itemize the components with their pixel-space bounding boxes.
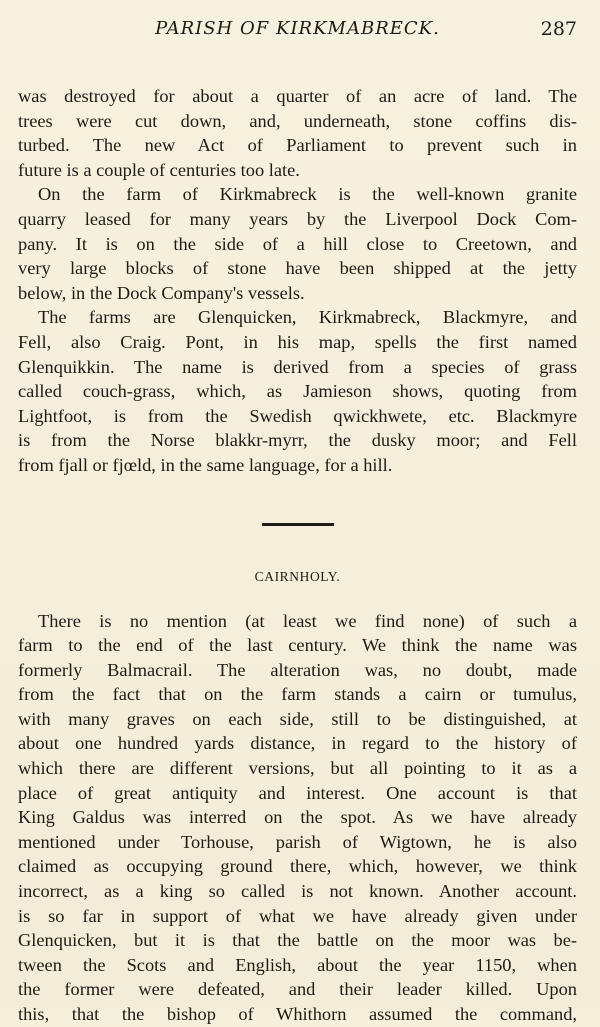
text-line: about one hundred yards distance, in regard to the history of [18, 733, 577, 754]
section-body [18, 609, 577, 1027]
text-line: the former were defeated, and their leader killed. Upon [18, 979, 577, 1000]
text-line: was destroyed for about a quarter of an acre of land. The [18, 86, 577, 106]
text-line: with many graves on each side, still to be distinguished, at [18, 708, 577, 729]
paragraph-3 [18, 305, 577, 477]
text-line: below, in the Dock Company's vessels. [18, 282, 305, 303]
text-line: from the fact that on the farm stands a cairn or tumulus, [18, 684, 577, 705]
text-line: this, that the bishop of Whithorn assumed the command, [18, 1004, 577, 1024]
body-text [18, 84, 577, 478]
paragraph-2 [18, 182, 577, 305]
text-line: is from the Norse blakkr-myrr, the dusky moor; and Fell [18, 430, 577, 451]
text-line: very large blocks of stone have been shipped at the jetty [18, 258, 577, 279]
page-title: PARISH OF KIRKMABRECK. [155, 18, 440, 39]
text-line: incorrect, as a king so called is not known. Another account. [18, 881, 577, 902]
text-line: farm to the end of the last century. We think the name was [18, 635, 577, 656]
text-line: from fjall or fjœld, in the same language, for a hill. [18, 454, 393, 475]
text-line: King Galdus was interred on the spot. As we have already [18, 807, 577, 828]
page-number: 287 [540, 18, 577, 40]
section-heading: CAIRNHOLY. [254, 568, 341, 584]
text-line: turbed. The new Act of Parliament to prevent such in [18, 135, 577, 156]
paragraph-1 [18, 84, 577, 182]
running-head [18, 12, 577, 46]
text-line: Lightfoot, is from the Swedish qwickhwete, etc. Blackmyre [18, 405, 577, 426]
text-line: trees were cut down, and, underneath, stone coffins dis- [18, 110, 577, 131]
text-line: called couch-grass, which, as Jamieson shows, quoting from [18, 381, 577, 402]
text-line: which there are different versions, but all pointing to it as a [18, 758, 577, 779]
text-line: On the farm of Kirkmabreck is the well-known granite [38, 184, 577, 205]
text-line: Glenquicken, but it is that the battle on the moor was be- [18, 930, 577, 951]
text-line: place of great antiquity and interest. One account is that [18, 782, 577, 803]
section-divider [262, 523, 334, 526]
text-line: tween the Scots and English, about the year 1150, when [18, 954, 577, 975]
text-line: is so far in support of what we have already given under [18, 905, 577, 926]
text-line: Fell, also Craig. Pont, in his map, spells the first named [18, 331, 577, 352]
text-line: Glenquikkin. The name is derived from a species of grass [18, 356, 577, 377]
text-line: future is a couple of centuries too late. [18, 159, 300, 180]
text-line: The farms are Glenquicken, Kirkmabreck, Blackmyre, and [38, 307, 577, 328]
text-line: pany. It is on the side of a hill close to Creetown, and [18, 233, 577, 254]
text-line: quarry leased for many years by the Liverpool Dock Com- [18, 208, 577, 229]
text-line: There is no mention (at least we find none) of such a [38, 610, 577, 631]
text-line: mentioned under Torhouse, parish of Wigtown, he is also [18, 831, 577, 852]
text-line: claimed as occupying ground there, which, however, we think [18, 856, 577, 877]
text-line: formerly Balmacrail. The alteration was, no doubt, made [18, 659, 577, 680]
